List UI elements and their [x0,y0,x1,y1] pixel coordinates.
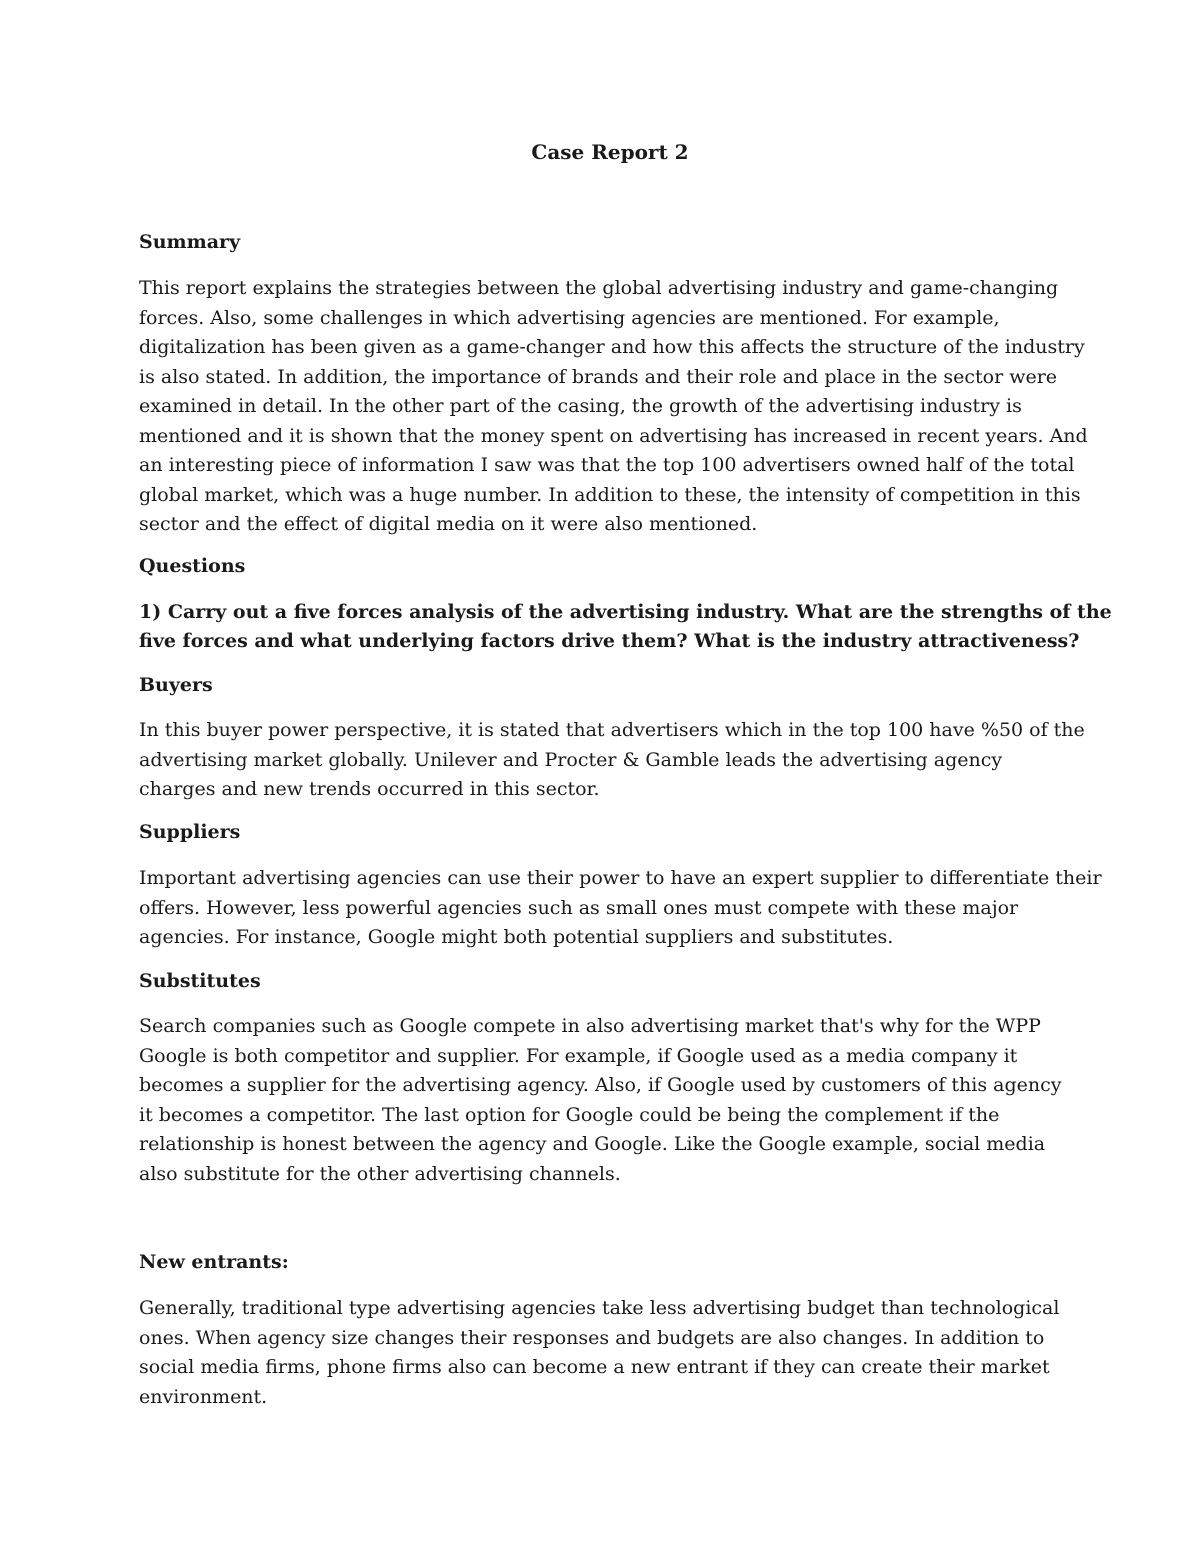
question-1-line: five forces and what underlying factors drive them? What is the industry attractiveness? [139,630,1080,652]
substitutes-line: becomes a supplier for the advertising agency. Also, if Google used by customers of this agency [139,1074,1062,1096]
summary-line: examined in detail. In the other part of the casing, the growth of the advertising industry is [139,395,1022,417]
new-entrants-heading: New entrants: [139,1251,289,1273]
suppliers-line: offers. However, less powerful agencies such as small ones must compete with these major [139,896,1019,919]
page-title: Case Report 2 [531,140,689,164]
substitutes-line: it becomes a competitor. The last option for Google could be being the complement if the [139,1103,1000,1126]
substitutes-paragraph [139,1012,1069,1189]
question-1 [139,598,1112,656]
summary-line: global market, which was a huge number. In addition to these, the intensity of competition in this [139,483,1081,506]
suppliers-heading: Suppliers [139,821,241,843]
new-entrants-line: ones. When agency size changes their responses and budgets are also changes. In addition to [139,1326,1045,1349]
buyers-line: advertising market globally. Unilever and Procter & Gamble leads the advertising agency [139,748,1003,771]
substitutes-line: also substitute for the other advertising channels. [139,1162,621,1185]
summary-line: forces. Also, some challenges in which advertising agencies are mentioned. For example, [139,306,1000,329]
suppliers-line: Important advertising agencies can use their power to have an expert supplier to differentiate their [139,867,1102,889]
summary-line: digitalization has been given as a game-changer and how this affects the structure of the industry [139,336,1085,358]
summary-line: is also stated. In addition, the importance of brands and their role and place in the sector were [139,365,1058,388]
buyers-line: charges and new trends occurred in this sector. [139,778,600,800]
questions-heading: Questions [139,555,246,577]
buyers-heading: Buyers [139,674,213,696]
buyers-line: In this buyer power perspective, it is stated that advertisers which in the top 100 have %50 of the [139,719,1085,741]
substitutes-line: relationship is honest between the agency and Google. Like the Google example, social media [139,1133,1046,1155]
suppliers-paragraph [139,864,1102,953]
suppliers-line: agencies. For instance, Google might both potential suppliers and substitutes. [139,926,894,948]
new-entrants-line: Generally, traditional type advertising agencies take less advertising budget than technological [139,1297,1060,1319]
buyers-paragraph [139,716,1085,805]
question-1-line: 1) Carry out a five forces analysis of the advertising industry. What are the strengths of the [139,601,1112,623]
summary-paragraph [139,274,1088,540]
summary-line: mentioned and it is shown that the money spent on advertising has increased in recent years. And [139,424,1088,447]
new-entrants-line: environment. [139,1385,268,1408]
new-entrants-line: social media firms, phone firms also can become a new entrant if they can create their market [139,1356,1050,1378]
new-entrants-paragraph [139,1294,1069,1412]
summary-line: This report explains the strategies between the global advertising industry and game-changing [139,277,1059,299]
summary-line: sector and the effect of digital media on it were also mentioned. [139,513,758,535]
substitutes-heading: Substitutes [139,970,261,992]
summary-heading: Summary [139,231,241,253]
summary-line: an interesting piece of information I saw was that the top 100 advertisers owned half of the total [139,454,1075,476]
substitutes-line: Search companies such as Google compete in also advertising market that's why for the WPP [139,1015,1041,1037]
substitutes-line: Google is both competitor and supplier. For example, if Google used as a media company it [139,1044,1018,1067]
